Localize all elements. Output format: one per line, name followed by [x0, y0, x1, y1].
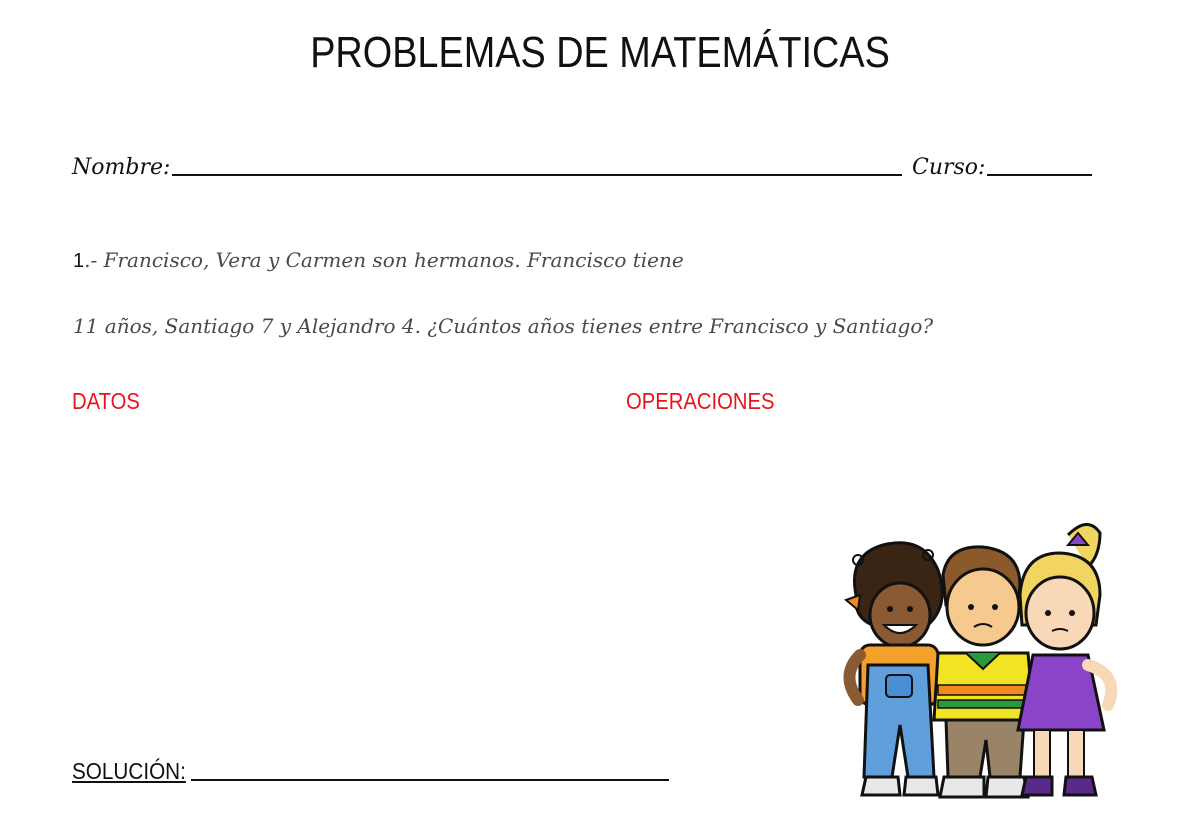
page-title: PROBLEMAS DE MATEMÁTICAS	[310, 28, 890, 77]
solucion-field[interactable]	[72, 758, 669, 785]
solucion-answer-line[interactable]	[191, 779, 669, 781]
problem-text-1: .- Francisco, Vera y Carmen son hermanos. Francisco tiene	[84, 248, 684, 272]
curso-answer-line[interactable]	[987, 174, 1092, 176]
problem-line-1	[73, 248, 684, 273]
nombre-field[interactable]	[72, 155, 902, 180]
nombre-answer-line[interactable]	[172, 174, 902, 176]
operaciones-heading: OPERACIONES	[626, 388, 775, 414]
curso-field[interactable]	[912, 155, 1092, 180]
problem-line-2: 11 años, Santiago 7 y Alejandro 4. ¿Cuántos años tienes entre Francisco y Santiago?	[73, 314, 934, 338]
problem-number: 1	[73, 250, 85, 272]
girl-right-figure	[1018, 524, 1111, 795]
nombre-label: Nombre:	[72, 155, 171, 180]
datos-heading: DATOS	[72, 388, 140, 414]
boy-middle-figure	[934, 547, 1034, 797]
curso-label: Curso:	[912, 155, 986, 180]
solucion-label: SOLUCIÓN:	[72, 758, 186, 784]
girl-left-figure	[846, 543, 942, 795]
children-group-illustration	[838, 515, 1128, 805]
